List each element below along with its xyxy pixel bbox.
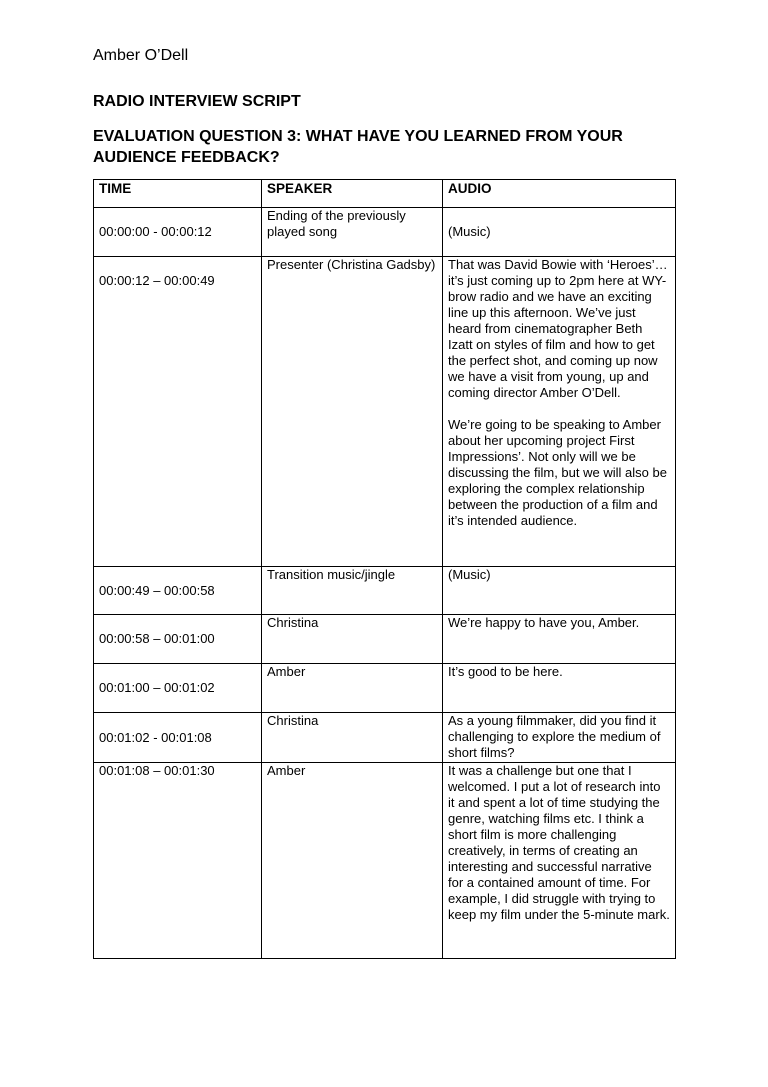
document-title: RADIO INTERVIEW SCRIPT (93, 93, 301, 110)
audio-paragraph: It’s good to be here. (448, 664, 563, 679)
audio-cell (443, 257, 676, 567)
column-header-speaker: SPEAKER (262, 180, 443, 208)
time-cell (94, 257, 262, 567)
column-header-audio: AUDIO (443, 180, 676, 208)
audio-cell (443, 664, 676, 713)
time-text: 00:00:12 – 00:00:49 (99, 273, 215, 288)
table-row (94, 208, 676, 257)
speaker-cell: Christina (262, 713, 443, 763)
audio-paragraph: We’re going to be speaking to Amber about her upcoming project First Impressions’. Not only will we be discussing the film, but we will also be exploring the complex relationship between the production of a film and it’s intended audience. (448, 417, 667, 528)
audio-cell (443, 713, 676, 763)
table-header-row (94, 180, 676, 208)
audio-paragraph: We’re happy to have you, Amber. (448, 615, 640, 630)
script-table (93, 179, 676, 959)
speaker-cell: Amber (262, 664, 443, 713)
speaker-cell: Presenter (Christina Gadsby) (262, 257, 443, 567)
speaker-cell: Transition music/jingle (262, 567, 443, 615)
audio-cell (443, 615, 676, 664)
time-cell: 00:01:08 – 00:01:30 (94, 763, 262, 959)
time-cell: 00:00:49 – 00:00:58 (94, 567, 262, 615)
speaker-cell: Christina (262, 615, 443, 664)
table-row (94, 567, 676, 615)
speaker-cell: Ending of the previously played song (262, 208, 443, 257)
time-cell: 00:00:00 - 00:00:12 (94, 208, 262, 257)
audio-paragraph: That was David Bowie with ‘Heroes’… it’s just coming up to 2pm here at WY-brow radio and we have an exciting line up this afternoon. We’ve just heard from cinematographer Beth Izatt on styles of film and how to get the perfect shot, and coming up now we have a visit from young, up and coming director Amber O’Dell. (448, 257, 668, 400)
audio-paragraph: (Music) (448, 567, 491, 582)
time-cell: 00:01:00 – 00:01:02 (94, 664, 262, 713)
audio-cell (443, 567, 676, 615)
audio-paragraph: As a young filmmaker, did you find it challenging to explore the medium of short films? (448, 713, 661, 760)
audio-cell (443, 208, 676, 257)
table-row (94, 664, 676, 713)
table-row (94, 615, 676, 664)
evaluation-question: EVALUATION QUESTION 3: WHAT HAVE YOU LEARNED FROM YOUR AUDIENCE FEEDBACK? (93, 128, 623, 166)
audio-paragraph: (Music) (448, 224, 491, 239)
time-cell: 00:00:58 – 00:01:00 (94, 615, 262, 664)
column-header-time: TIME (94, 180, 262, 208)
table-row (94, 257, 676, 567)
audio-cell (443, 763, 676, 959)
table-row (94, 763, 676, 959)
table-row (94, 713, 676, 763)
author-name: Amber O’Dell (93, 47, 189, 64)
speaker-cell: Amber (262, 763, 443, 959)
audio-paragraph: It was a challenge but one that I welcomed. I put a lot of research into it and spent a lot of time studying the genre, watching films etc. I think a short film is more challenging creatively, in terms of creating an interesting and successful narrative for a contained amount of time. For example, I did struggle with trying to keep my film under the 5-minute mark. (448, 763, 670, 922)
time-cell: 00:01:02 - 00:01:08 (94, 713, 262, 763)
